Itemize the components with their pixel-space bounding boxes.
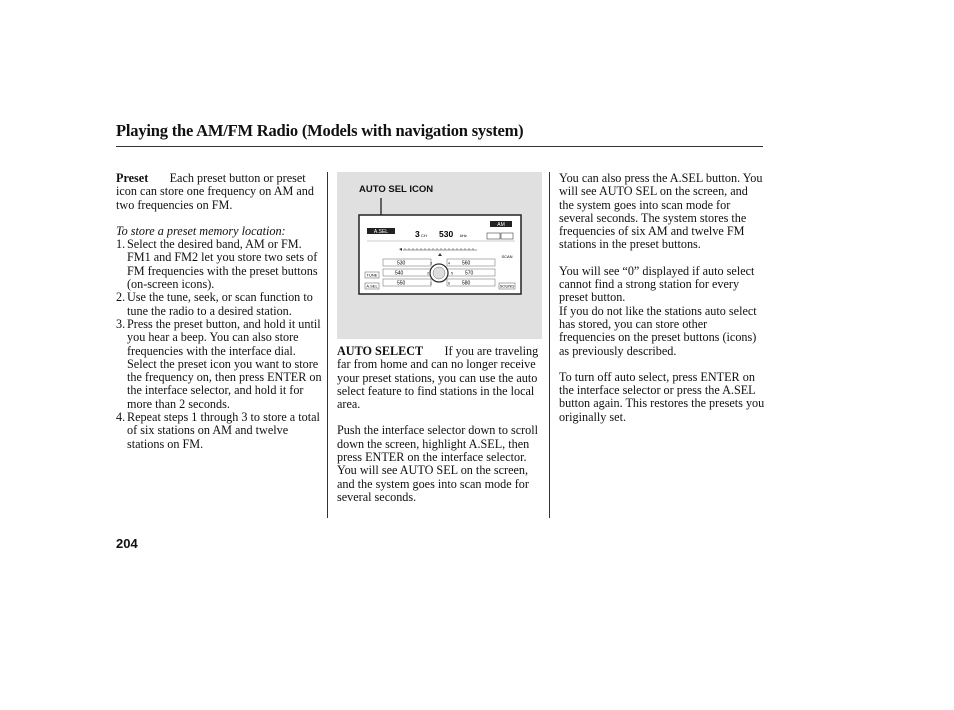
interface-dial-inner [433,267,445,279]
step-text: Repeat steps 1 through 3 to store a total of six stations on AM and twelve stations on FM. [127,410,320,451]
column-left [116,172,326,451]
scan-label: SCAN [501,254,513,259]
step-number: 3. [116,316,126,331]
column-divider-2 [549,172,550,518]
auto-select-paragraph [337,345,543,411]
figure-label: AUTO SEL ICON [359,184,434,195]
preset-cell-2 [383,269,431,276]
asel-button-paragraph: You can also press the A.SEL button. You will see AUTO SEL on the screen, and the system goes into scan mode for several seconds. The system stores the frequencies of six AM and twelve FM stations in the preset buttons. [559,171,763,252]
preset-cell-3 [383,259,431,266]
store-other-paragraph: If you do not like the stations auto select has stored, you can store other frequencies on the preset buttons (icons) as previously described. [559,303,757,358]
title-rule [116,146,763,147]
small-icon-2 [501,233,513,239]
khz-label: kHz [460,233,467,238]
preset-freq-530: 530 [397,260,406,267]
preset-freq-560: 560 [462,260,471,267]
preset-num-4: 4 [448,261,450,266]
band-label: AM [497,222,505,228]
column-right [559,172,765,424]
store-caption: To store a preset memory location: [116,223,286,238]
preset-cell-6 [447,279,495,286]
turn-off-paragraph: To turn off auto select, press ENTER on the interface selector or press the A.SEL button again. This restores the presets you originally set. [559,369,765,424]
list-item [116,238,326,291]
step-number: 1. [116,237,126,252]
page-title: Playing the AM/FM Radio (Models with navigation system) [116,121,524,140]
zero-display-paragraph: You will see “0” displayed if auto select cannot find a strong station for every preset button. [559,263,755,305]
preset-cell-1 [383,279,431,286]
sound-label: SOUND [499,283,515,289]
scroll-paragraph: Push the interface selector down to scroll down the screen, highlight A.SEL, then press ENTER on the interface selector. You will see AUTO SEL on the screen, and the system goes into scan mode for several seconds. [337,423,539,504]
radio-screen-figure [337,172,542,339]
list-item [116,318,326,411]
preset-freq-540: 540 [395,270,404,277]
preset-num-2: 2 [427,271,429,276]
auto-select-text: If you are traveling far from home and can no longer receive your preset stations, you can use the auto select feature to find stations in the local area. [337,344,539,412]
preset-cell-4 [447,259,495,266]
preset-freq-570: 570 [465,270,474,277]
preset-text: Each preset button or preset icon can store one frequency on AM and two frequencies on FM. [116,171,314,212]
steps-list [116,238,326,451]
step-number: 2. [116,290,126,305]
preset-paragraph [116,172,326,212]
step-text: Select the desired band, AM or FM. FM1 and FM2 let you store two sets of FM frequencies with the preset buttons (on-screen icons). [127,237,318,292]
tune-label: TUNE [366,272,378,278]
preset-num-5: 5 [451,271,453,276]
list-item [116,411,326,451]
preset-number: 3 [415,229,420,239]
step-number: 4. [116,410,126,425]
page-number: 204 [116,536,138,551]
column-middle [337,345,543,504]
auto-select-heading: AUTO SELECT [337,344,424,358]
step-text: Press the preset button, and hold it until you hear a beep. You can also store frequencies with the interface dial. Select the preset icon you want to store the frequency on, then press ENTER on the interface selector, and hold it for more than 2 seconds. [127,316,322,411]
step-text: Use the tune, seek, or scan function to tune the radio to a desired station. [127,290,313,318]
small-icon-1 [487,233,500,239]
preset-num-6: 6 [448,281,450,286]
list-item [116,291,326,318]
preset-num-3: 3 [430,261,432,266]
preset-num-1: 1 [430,281,432,286]
asel-bottom-label: A.SEL [366,283,378,289]
ch-label: CH [421,233,427,238]
asel-top-label: A.SEL [373,229,389,235]
preset-freq-550: 550 [397,280,406,287]
radio-display-screen [359,215,521,294]
preset-freq-580: 580 [462,280,471,287]
preset-heading: Preset [116,171,149,185]
column-divider-1 [327,172,328,518]
frequency-display: 530 [439,229,454,239]
